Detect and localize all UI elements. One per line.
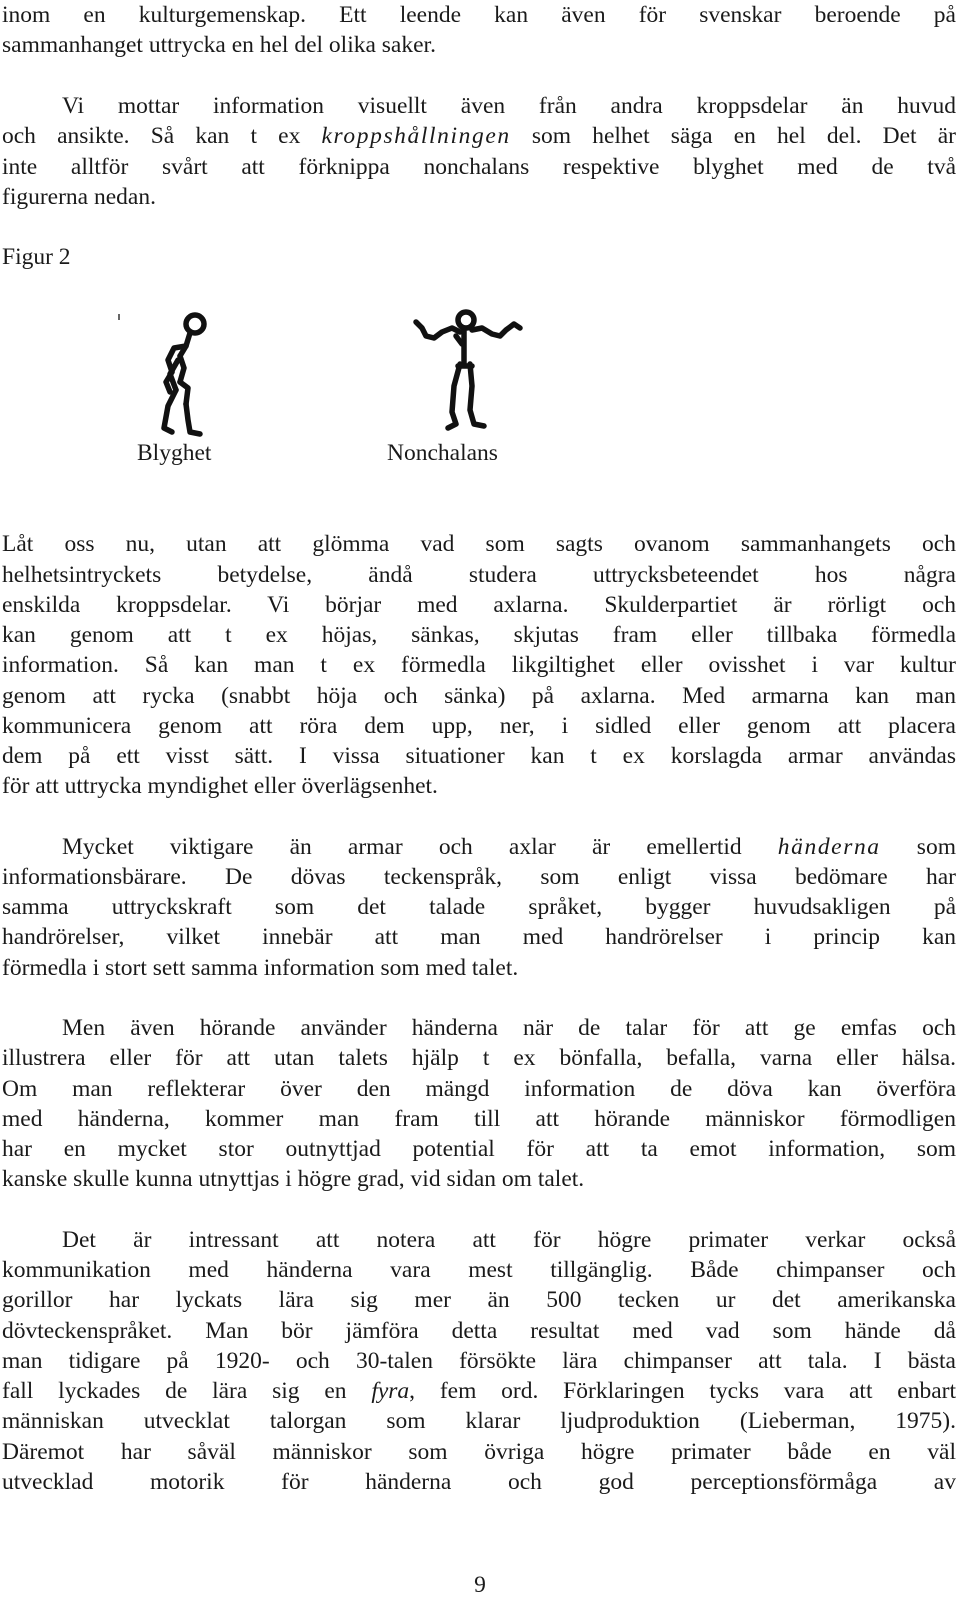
paragraph-3-line-4: kan genom att t ex höjas, sänkas, skjutas fram eller tillbaka förmedla (2, 622, 956, 648)
figure-label: Figur 2 (2, 244, 71, 270)
text-span: som helhet säga en hel del. Det är (510, 123, 956, 149)
paragraph-6-line-3: gorillor har lyckats lära sig mer än 500 tecken ur det amerikanska (2, 1287, 956, 1313)
paragraph-4-line-4: handrörelser, vilket innebär att man med handrörelser i princip kan (2, 924, 956, 950)
paragraph-6-line-5: man tidigare på 1920- och 30-talen försökte lära chimpanser att tala. I bästa (2, 1348, 956, 1374)
paragraph-4-line-5: förmedla i stort sett samma information som med talet. (2, 955, 519, 981)
paragraph-6-line-8: Däremot har såväl människor som övriga högre primater både en väl (2, 1439, 956, 1465)
paragraph-3-line-9: för att uttrycka myndighet eller överlägsenhet. (2, 773, 438, 799)
stray-mark (116, 312, 122, 322)
paragraph-4-line-2: informationsbärare. De dövas teckenspråk, som enligt vissa bedömare har (2, 864, 956, 890)
paragraph-3-line-1: Låt oss nu, utan att glömma vad som sagts ovanom sammanhangets och (2, 531, 956, 557)
page-number: 9 (474, 1572, 486, 1598)
paragraph-5-line-1: Men även hörande använder händerna när de talar för att ge emfas och (62, 1015, 956, 1041)
emphasis-handerna: händerna (777, 834, 881, 860)
paragraph-5-line-5: har en mycket stor outnyttjad potential för att ta emot information, som (2, 1136, 956, 1162)
caption-nonchalant: Nonchalans (387, 440, 498, 466)
paragraph-2-line-4: figurerna nedan. (2, 184, 156, 210)
paragraph-2-line-2 (2, 121, 956, 152)
paragraph-6-line-9: utvecklad motorik för händerna och god perceptionsförmåga av (2, 1469, 956, 1495)
paragraph-3-line-3: enskilda kroppsdelar. Vi börjar med axlarna. Skulderpartiet är rörligt och (2, 592, 956, 618)
paragraph-6-line-1: Det är intressant att notera att för högre primater verkar också (62, 1227, 956, 1253)
caption-shy: Blyghet (137, 440, 212, 466)
paragraph-4-line-1 (2, 832, 956, 863)
paragraph-5-line-3: Om man reflekterar över den mängd information de döva kan överföra (2, 1076, 956, 1102)
paragraph-5-line-2: illustrera eller för att utan talets hjälp t ex bönfalla, befalla, varna eller hälsa. (2, 1045, 956, 1071)
paragraph-2-line-1: Vi mottar information visuellt även från andra kroppsdelar än huvud (62, 93, 956, 119)
paragraph-1-line-2: sammanhanget uttrycka en hel del olika saker. (2, 32, 436, 58)
nonchalant-stick-figure-image (408, 306, 528, 436)
shy-stick-figure-image (150, 308, 220, 438)
emphasis-kroppshallningen: kroppshållningen (321, 123, 511, 149)
paragraph-6-line-7: människan utvecklat talorgan som klarar ljudproduktion (Lieberman, 1975). (2, 1408, 956, 1434)
paragraph-3-line-8: dem på ett visst sätt. I vissa situationer kan t ex korslagda armar användas (2, 743, 956, 769)
text-span: Mycket viktigare än armar och axlar är emellertid (62, 834, 778, 860)
text-span: och ansikte. Så kan t ex (2, 123, 322, 149)
paragraph-3-line-7: kommunicera genom att röra dem upp, ner, i sidled eller genom att placera (2, 713, 956, 739)
paragraph-5-line-6: kanske skulle kunna utnyttjas i högre grad, vid sidan om talet. (2, 1166, 585, 1192)
paragraph-6-line-6 (2, 1376, 956, 1407)
text-span: fall lyckades de lära sig en (2, 1378, 372, 1404)
paragraph-3-line-6: genom att rycka (snabbt höja och sänka) på axlarna. Med armarna kan man (2, 683, 956, 709)
paragraph-3-line-2: helhetsintryckets betydelse, ändå studera uttrycksbeteendet hos några (2, 562, 956, 588)
paragraph-4-line-3: samma uttryckskraft som det talade språket, bygger huvudsakligen på (2, 894, 956, 920)
paragraph-2-line-3: inte alltför svårt att förknippa nonchalans respektive blyghet med de två (2, 154, 956, 180)
text-span: , fem ord. Förklaringen tycks vara att enbart (409, 1378, 956, 1404)
paragraph-6-line-2: kommunikation med händerna vara mest tillgänglig. Både chimpanser och (2, 1257, 956, 1283)
paragraph-3-line-5: information. Så kan man t ex förmedla likgiltighet eller ovisshet i var kultur (2, 652, 956, 678)
paragraph-5-line-4: med händerna, kommer man fram till att hörande människor förmodligen (2, 1106, 956, 1132)
emphasis-fyra: fyra (371, 1378, 410, 1404)
paragraph-6-line-4: dövteckenspråket. Man bör jämföra detta resultat med vad som hände då (2, 1318, 956, 1344)
text-span: som (880, 834, 956, 860)
paragraph-1-line-1: inom en kulturgemenskap. Ett leende kan även för svenskar beroende på (2, 2, 956, 28)
